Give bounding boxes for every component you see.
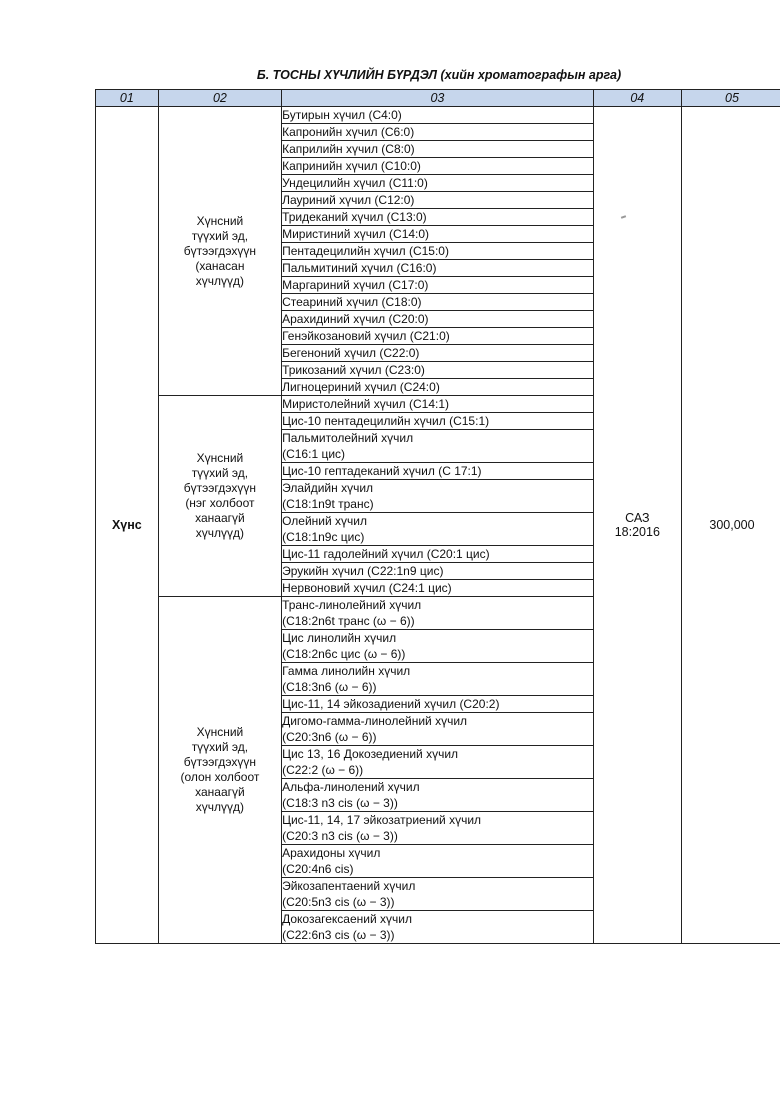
fatty-acid-cell <box>282 630 594 663</box>
fatty-acid-line: Каприлийн хүчил (С8:0) <box>282 142 415 156</box>
fatty-acid-line: Трикозаний хүчил (С23:0) <box>282 363 425 377</box>
header-col-03: 03 <box>282 90 594 107</box>
table-row <box>96 107 780 124</box>
fatty-acid-line: Капронийн хүчил (С6:0) <box>282 125 415 139</box>
fatty-acid-line: (С18:2n6t транс (ω − 6)) <box>282 614 415 628</box>
fatty-acid-line: Цис 13, 16 Докозедиений хүчил <box>282 747 459 761</box>
group-cell: Хүнсний түүхий эд, бүтээгдэхүүн (олон холбоот ханаагүй хүчлүүд) <box>158 597 281 944</box>
fatty-acid-line: Маргариний хүчил (С17:0) <box>282 278 429 292</box>
price-cell: 300,000 <box>681 107 780 944</box>
fatty-acid-cell <box>282 141 594 158</box>
fatty-acid-line: Цис-10 пентадецилийн хүчил (С15:1) <box>282 414 490 428</box>
header-col-02: 02 <box>158 90 281 107</box>
fatty-acid-line: Олейний хүчил <box>282 514 367 528</box>
fatty-acid-cell <box>282 413 594 430</box>
fatty-acid-line: Пальмитолейний хүчил <box>282 431 414 445</box>
fatty-acid-cell <box>282 107 594 124</box>
fatty-acid-line: Капринийн хүчил (С10:0) <box>282 159 421 173</box>
fatty-acid-cell <box>282 663 594 696</box>
fatty-acid-cell <box>282 243 594 260</box>
fatty-acid-line: Бегеноний хүчил (С22:0) <box>282 346 420 360</box>
fatty-acid-line: Эрукийн хүчил (С22:1n9 цис) <box>282 564 444 578</box>
fatty-acid-line: (С18:1n9c цис) <box>282 530 365 544</box>
fatty-acid-line: Цис-11, 14 эйкозадиений хүчил (С20:2) <box>282 697 500 711</box>
fatty-acid-cell <box>282 430 594 463</box>
fatty-acid-line: (С22:6n3 cis (ω − 3)) <box>282 928 395 942</box>
fatty-acid-line: (С20:3n6 (ω − 6)) <box>282 730 377 744</box>
standard-cell: САЗ 18:2016 <box>593 107 681 944</box>
fatty-acid-cell <box>282 158 594 175</box>
fatty-acid-line: Тридеканий хүчил (С13:0) <box>282 210 427 224</box>
fatty-acid-line: Пальмитиний хүчил (С16:0) <box>282 261 437 275</box>
fatty-acid-line: Докозагексаений хүчил <box>282 912 412 926</box>
fatty-acid-line: Гамма линолийн хүчил <box>282 664 411 678</box>
fatty-acid-line: Бутирын хүчил (С4:0) <box>282 108 402 122</box>
fatty-acid-line: Цис линолийн хүчил <box>282 631 397 645</box>
fatty-acid-cell <box>282 696 594 713</box>
fatty-acid-line: Арахидиний хүчил (С20:0) <box>282 312 429 326</box>
fatty-acid-cell <box>282 328 594 345</box>
fatty-acid-cell <box>282 124 594 141</box>
fatty-acid-line: Миристолейний хүчил (С14:1) <box>282 397 449 411</box>
fatty-acid-line: Пентадецилийн хүчил (С15:0) <box>282 244 449 258</box>
fatty-acid-line: Миристиний хүчил (С14:0) <box>282 227 430 241</box>
fatty-acid-cell <box>282 845 594 878</box>
fatty-acid-line: (С16:1 цис) <box>282 447 346 461</box>
fatty-acid-cell <box>282 192 594 209</box>
group-cell: Хүнсний түүхий эд, бүтээгдэхүүн (нэг холбоот ханаагүй хүчлүүд) <box>158 396 281 597</box>
food-cell: Хүнс <box>96 107 159 944</box>
fatty-acid-line: Альфа-линолений хүчил <box>282 780 420 794</box>
fatty-acid-cell <box>282 260 594 277</box>
fatty-acid-cell <box>282 480 594 513</box>
fatty-acid-line: Генэйкозановий хүчил (С21:0) <box>282 329 450 343</box>
fatty-acid-line: (С18:3n6 (ω − 6)) <box>282 680 377 694</box>
fatty-acid-line: (С20:4n6 cis) <box>282 862 354 876</box>
fatty-acid-line: (С18:3 n3 cis (ω − 3)) <box>282 796 398 810</box>
fatty-acid-cell <box>282 746 594 779</box>
fatty-acid-cell <box>282 546 594 563</box>
header-row <box>96 90 780 107</box>
fatty-acid-cell <box>282 911 594 944</box>
fatty-acid-cell <box>282 226 594 243</box>
fatty-acid-line: Цис-11, 14, 17 эйкозатриений хүчил <box>282 813 482 827</box>
fatty-acid-line: (С20:5n3 cis (ω − 3)) <box>282 895 395 909</box>
fatty-acid-cell <box>282 580 594 597</box>
fatty-acid-cell <box>282 513 594 546</box>
fatty-acid-cell <box>282 294 594 311</box>
fatty-acid-line: Нервоновий хүчил (С24:1 цис) <box>282 581 452 595</box>
fatty-acid-line: (С18:2n6c цис (ω − 6)) <box>282 647 406 661</box>
fatty-acid-cell <box>282 396 594 413</box>
header-col-05: 05 <box>681 90 780 107</box>
fatty-acid-cell <box>282 878 594 911</box>
fatty-acid-cell <box>282 209 594 226</box>
fatty-acid-line: Лауриний хүчил (С12:0) <box>282 193 415 207</box>
fatty-acid-cell <box>282 563 594 580</box>
fatty-acid-cell <box>282 779 594 812</box>
fatty-acid-cell <box>282 597 594 630</box>
header-col-04: 04 <box>593 90 681 107</box>
fatty-acid-cell <box>282 277 594 294</box>
fatty-acid-cell <box>282 345 594 362</box>
group-cell: Хүнсний түүхий эд, бүтээгдэхүүн (ханасан хүчлүүд) <box>158 107 281 396</box>
fatty-acid-cell <box>282 311 594 328</box>
fatty-acid-cell <box>282 463 594 480</box>
fatty-acid-cell <box>282 379 594 396</box>
document-title: Б. ТОСНЫ ХҮЧЛИЙН БҮРДЭЛ (хийн хроматографын арга) <box>256 68 622 82</box>
fatty-acid-table <box>95 89 780 944</box>
fatty-acid-line: Цис-10 гептадеканий хүчил (С 17:1) <box>282 464 482 478</box>
fatty-acid-line: (С20:3 n3 cis (ω − 3)) <box>282 829 398 843</box>
fatty-acid-line: Элайдийн хүчил <box>282 481 374 495</box>
fatty-acid-cell <box>282 812 594 845</box>
fatty-acid-cell <box>282 175 594 192</box>
fatty-acid-cell <box>282 713 594 746</box>
fatty-acid-line: Цис-11 гадолейний хүчил (С20:1 цис) <box>282 547 490 561</box>
fatty-acid-line: Эйкозапентаений хүчил <box>282 879 416 893</box>
fatty-acid-line: Арахидоны хүчил <box>282 846 381 860</box>
table-body <box>96 107 780 944</box>
fatty-acid-line: Стеариний хүчил (С18:0) <box>282 295 422 309</box>
fatty-acid-line: Дигомо-гамма-линолейний хүчил <box>282 714 468 728</box>
fatty-acid-cell <box>282 362 594 379</box>
fatty-acid-line: Лигноцериний хүчил (С24:0) <box>282 380 440 394</box>
fatty-acid-line: (С18:1n9t транс) <box>282 497 374 511</box>
fatty-acid-line: (С22:2 (ω − 6)) <box>282 763 364 777</box>
header-col-01: 01 <box>96 90 159 107</box>
fatty-acid-line: Ундецилийн хүчил (С11:0) <box>282 176 428 190</box>
fatty-acid-line: Транс-линолейний хүчил <box>282 598 422 612</box>
